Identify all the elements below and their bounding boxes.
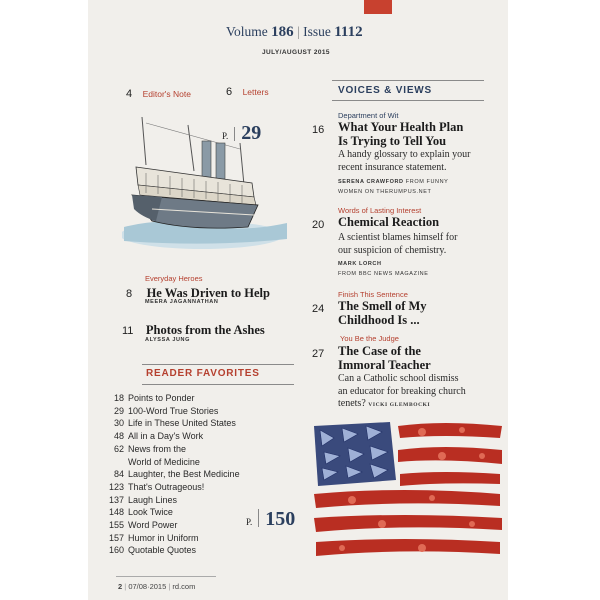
voices-top-rule — [332, 80, 484, 81]
steamship-illustration — [122, 105, 290, 253]
story-photos-from-ashes[interactable]: 11 Photos from the Ashes — [122, 323, 265, 337]
story-chemical-reaction[interactable]: Chemical Reaction — [338, 215, 440, 229]
editors-note-link[interactable]: 4 Editor's Note — [126, 88, 191, 100]
page-number-27: 27 — [312, 348, 325, 360]
story-driven-to-help[interactable]: 8 He Was Driven to Help — [126, 286, 270, 300]
list-item[interactable]: 30 Life in These United States — [113, 418, 236, 429]
story-dek-teacher: Can a Catholic school dismiss an educator for breaking church tenets? VICKI GLEMBOCKI — [338, 373, 466, 409]
byline-mark-lorch: MARK LORCH FROM BBC NEWS MAGAZINE — [338, 261, 429, 277]
flag-page-marker: P. 150 — [246, 508, 296, 530]
list-item[interactable]: 29 100-Word True Stories — [113, 405, 219, 416]
byline-meera: MEERA JAGANNATHAN — [145, 299, 219, 305]
list-item[interactable]: 84 Laughter, the Best Medicine — [113, 469, 240, 480]
favorites-bottom-rule — [142, 384, 294, 385]
list-item[interactable]: 48 All in a Day's Work — [113, 431, 204, 442]
footer-rule — [116, 576, 216, 577]
list-item[interactable]: 137 Laugh Lines — [108, 494, 178, 505]
page-number-20: 20 — [312, 219, 325, 231]
voices-views-heading: VOICES & VIEWS — [338, 85, 432, 96]
page-number-16: 16 — [312, 124, 325, 136]
list-item[interactable]: 62 News from the — [113, 443, 187, 454]
footer: 2 | 07/08·2015 | rd.com — [118, 582, 196, 591]
footer-page-number: 2 — [118, 582, 123, 591]
volume-issue: Volume 186 | Issue 1112 — [226, 24, 363, 40]
flag-of-objects-illustration — [312, 420, 504, 568]
list-item[interactable]: 18 Points to Ponder — [113, 393, 195, 403]
issue-date: JULY/AUGUST 2015 — [262, 49, 330, 56]
story-kicker-you-be-judge: You Be the Judge — [340, 334, 399, 343]
story-kicker-everyday-heroes: Everyday Heroes — [145, 274, 203, 283]
letters-link[interactable]: 6 Letters — [226, 86, 269, 98]
voices-bottom-rule — [332, 100, 484, 101]
story-kicker-lasting-interest: Words of Lasting Interest — [338, 206, 422, 215]
page-number-24: 24 — [312, 303, 325, 315]
footer-site[interactable]: rd.com — [172, 582, 196, 591]
story-smell-of-childhood[interactable]: The Smell of My Childhood Is ... — [338, 299, 427, 327]
byline-serena: SERENA CRAWFORD FROM FUNNY WOMEN ON THERUMPUS.NET — [338, 179, 449, 195]
list-item[interactable]: 148 Look Twice — [108, 507, 173, 518]
story-dek-health-plan: A handy glossary to explain your recent insurance statement. — [338, 149, 471, 173]
story-kicker-dept-of-wit: Department of Wit — [338, 111, 399, 120]
list-item[interactable]: 157 Humor in Uniform — [108, 532, 199, 543]
list-item[interactable]: 123 That's Outrageous! — [108, 481, 205, 492]
list-item-continued: World of Medicine — [128, 456, 200, 467]
magazine-page — [88, 0, 508, 600]
story-dek-chemical: A scientist blames himself for our suspicion of chemistry. — [338, 232, 458, 256]
list-item[interactable]: 160 Quotable Quotes — [108, 545, 197, 556]
reader-favorites-heading: READER FAVORITES — [146, 368, 260, 379]
byline-alyssa: ALYSSA JUNG — [145, 337, 191, 343]
reader-favorites-list — [98, 392, 298, 557]
footer-issue-code: 07/08·2015 — [128, 582, 167, 591]
byline-vicki: VICKI GLEMBOCKI — [368, 402, 431, 408]
story-immoral-teacher[interactable]: The Case of the Immoral Teacher — [338, 344, 431, 372]
red-top-tab — [364, 0, 392, 14]
story-health-plan[interactable]: What Your Health Plan Is Trying to Tell You — [338, 120, 464, 148]
feature-page-marker: P. 29 — [222, 122, 262, 144]
favorites-top-rule — [142, 364, 294, 365]
story-kicker-finish-sentence: Finish This Sentence — [338, 290, 408, 299]
list-item[interactable]: 155 Word Power — [108, 520, 178, 531]
